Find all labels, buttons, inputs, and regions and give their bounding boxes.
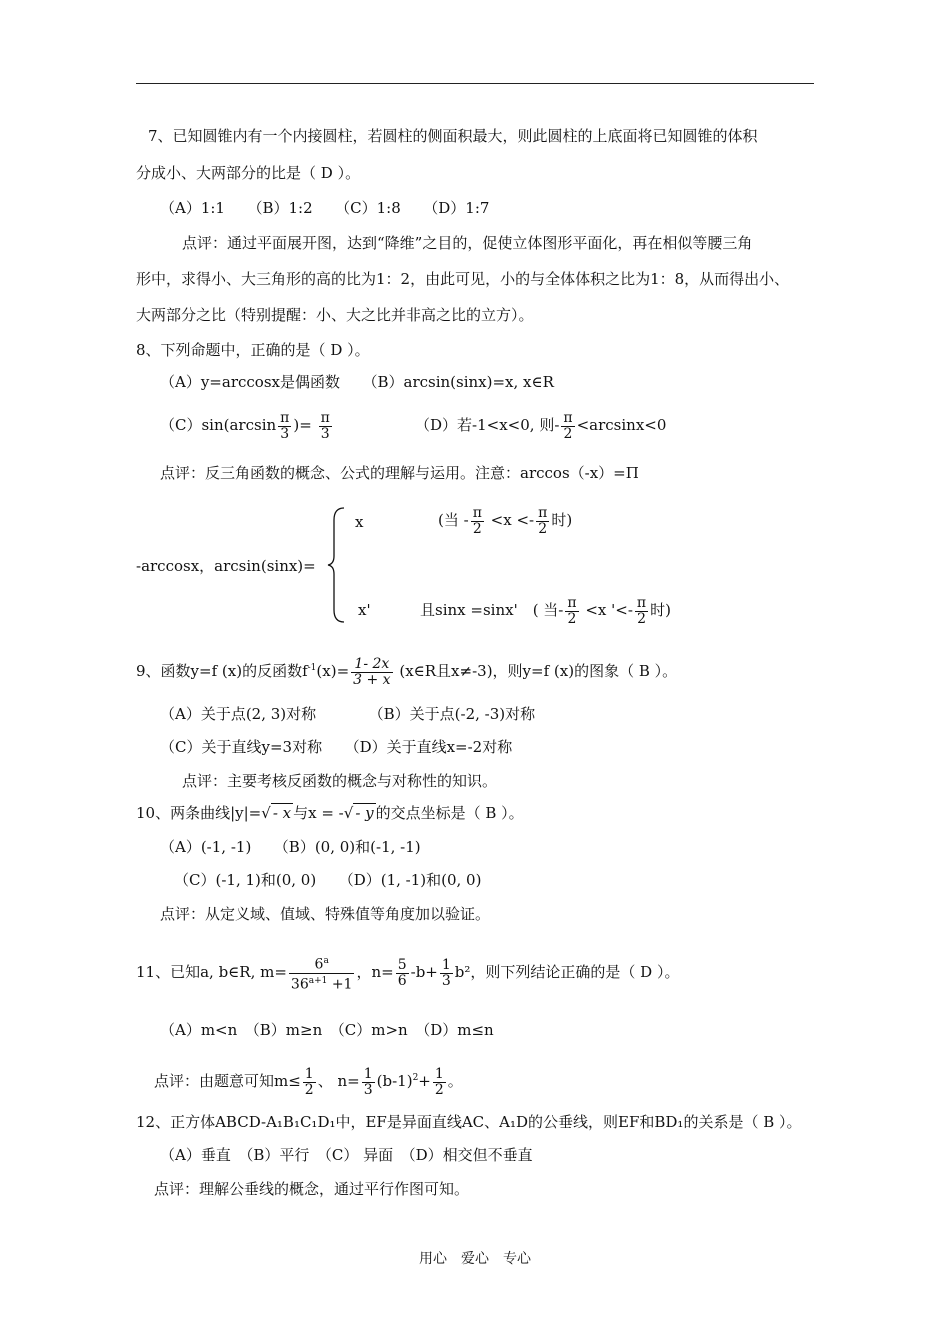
fraction: $\frac{1}{3}$ [363,1065,373,1098]
q8-case1-condition: (当 - $\frac{\pi}{2}$ <x <- $\frac{\pi}{2}$ 时) [438,504,573,537]
q9-stem: 9、函数y=f (x)的反函数$f^{-1}(x)=$ $\frac{1- 2x}{3 + x}$ (x∈R且x≠-3)，则y=f (x)的图象（ B ）。 [136,655,678,688]
q8-comment: 点评：反三角函数的概念、公式的理解与运用。注意：arccos（-x）=Π [160,464,639,482]
fraction: $\frac{\pi}{2}$ [567,594,577,627]
fraction: $\frac{\pi}{3}$ [320,409,330,442]
header-rule [136,83,814,84]
q8-option-c [160,405,334,445]
q7-comment-line3: 大两部分之比（特别提醒：小、大之比并非高之比的立方）。 [136,306,534,324]
q12-comment: 点评：理解公垂线的概念，通过平行作图可知。 [154,1180,470,1198]
q12-stem: 12、正方体ABCD-A₁B₁C₁D₁中，EF是异面直线AC、A₁D的公垂线，则EF和BD₁的关系是（ B ）。 [136,1113,802,1131]
sqrt-sign: √ [343,804,354,822]
q9-comment: 点评：主要考核反函数的概念与对称性的知识。 [182,772,498,790]
fraction: $\frac{1}{3}$ [441,956,451,989]
fraction: $\frac{\pi}{2}$ [538,504,548,537]
fraction: $\frac{5}{6}$ [397,956,407,989]
fraction: $\frac{1- 2x}{3 + x}$ [353,655,391,688]
q8-option-d-pre: （D）若-1<x<0, 则- [415,416,560,434]
q10-comment: 点评：从定义域、值域、特殊值等角度加以验证。 [160,905,491,923]
q8-option-c-pre: （C）sin(arcsin [160,416,277,434]
sqrt-sign: √ [261,804,271,822]
q8-case1-value: x [355,513,364,531]
q7-options: （A）1:1 （B）1:2 （C）1:8 （D）1:7 [160,199,490,217]
q12-options: （A）垂直 （B）平行 （C） 异面 （D）相交但不垂直 [160,1146,533,1164]
q10-options-cd: （C）(-1, 1)和(0, 0) （D）(1, -1)和(0, 0) [174,871,482,889]
fraction: $\frac{\pi}{2}$ [472,504,482,537]
q7-stem-line2: 分成小、大两部分的比是（ D ）。 [136,164,361,182]
q10-stem: 10、两条曲线|y|=√ - x 与x = -√ - y 的交点坐标是（ B ）。 [136,804,524,822]
q8-case2-value: x' [358,601,371,619]
q8-stem: 8、下列命题中，正确的是（ D ）。 [136,341,370,359]
fraction: $\frac{6^a}{36^{a+1} +1}$ [290,955,353,993]
q8-case2-condition: 且sinx =sinx' ( 当- $\frac{\pi}{2}$ <x '<- $\frac{\pi}{2}$ 时) [420,594,671,627]
q11-comment: 点评：由题意可知m≤ $\frac{1}{2}$ 、 n= $\frac{1}{3}$ $(b-1)^2+$ $\frac{1}{2}$ 。 [154,1065,463,1098]
q8-option-d-post: <arcsinx<0 [576,416,667,434]
q8-option-d [415,405,666,445]
q9-options-cd: （C）关于直线y=3对称 （D）关于直线x=-2对称 [160,738,513,756]
page-footer: 用心 爱心 专心 [419,1251,531,1267]
fraction: $\frac{\pi}{2}$ [636,594,647,627]
q7-stem-line1: 7、已知圆锥内有一个内接圆柱，若圆柱的侧面积最大，则此圆柱的上底面将已知圆锥的体积 [148,127,758,145]
q7-comment-line1: 点评：通过平面展开图，达到“降维”之目的，促使立体图形平面化，再在相似等腰三角 [182,234,753,252]
fraction: $\frac{\pi}{3}$ [280,409,290,442]
q7-comment-line2: 形中，求得小、大三角形的高的比为1：2，由此可见，小的与全体体积之比为1：8，从而得出小、 [136,270,790,288]
q10-options-ab: （A）(-1, -1) （B）(0, 0)和(-1, -1) [160,838,421,856]
q8-options-ab: （A）y=arccosx是偶函数 （B）arcsin(sinx)=x, x∈R [160,373,554,391]
q8-case-left: -arccosx，arcsin(sinx)= [136,557,316,575]
q9-options-ab: （A）关于点(2, 3)对称 （B）关于点(-2, -3)对称 [160,705,536,723]
left-brace [326,506,348,624]
q8-option-c-mid: )= [293,416,317,434]
fraction: $\frac{\pi}{2}$ [563,409,573,442]
q11-stem: 11、已知a, b∈R, m= $\frac{6^a}{36^{a+1} +1}$ ，n= $\frac{5}{6}$ -b+ $\frac{1}{3}$ b²，则下列结论正确的是（ D ）。 [136,955,680,993]
fraction: $\frac{1}{2}$ [304,1065,314,1098]
q11-options: （A）m<n （B）m≥n （C）m>n （D）m≤n [160,1021,494,1039]
fraction: $\frac{1}{2}$ [434,1065,444,1098]
